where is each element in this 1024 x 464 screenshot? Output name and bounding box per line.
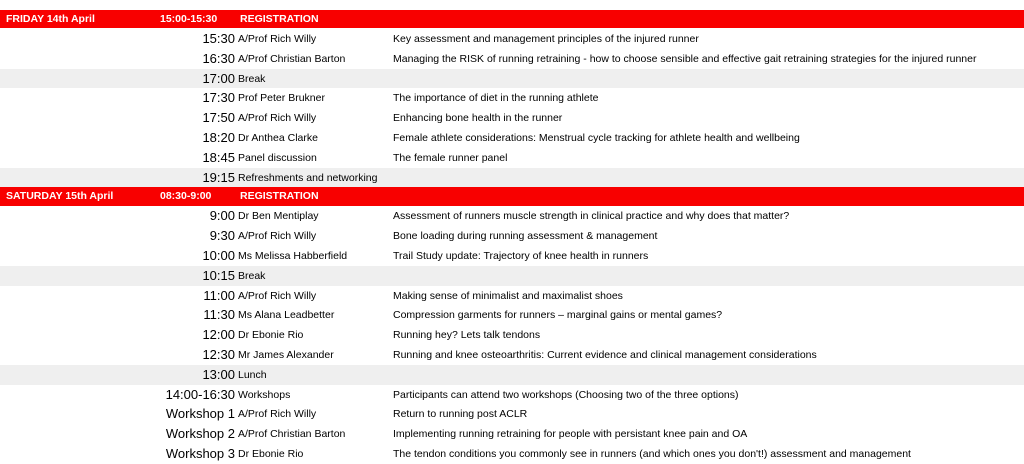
day-label: SATURDAY 15th April bbox=[6, 190, 114, 203]
session-speaker: Dr Ben Mentiplay bbox=[238, 210, 319, 223]
session-speaker: Ms Melissa Habberfield bbox=[238, 249, 348, 262]
session-time: 18:45 bbox=[202, 149, 235, 165]
session-topic: Implementing running retraining for people with persistant knee pain and OA bbox=[393, 428, 748, 441]
session-topic: Key assessment and management principles of the injured runner bbox=[393, 33, 699, 45]
session-topic: Participants can attend two workshops (Choosing two of the three options) bbox=[393, 388, 739, 401]
session-speaker: A/Prof Rich Willy bbox=[238, 33, 317, 45]
schedule-row bbox=[0, 69, 1024, 89]
schedule-row bbox=[0, 148, 1024, 168]
session-topic: Running and knee osteoarthritis: Current evidence and clinical management considerations bbox=[393, 348, 817, 361]
saturday-sessions bbox=[0, 206, 1024, 463]
session-topic: Enhancing bone health in the runner bbox=[393, 112, 563, 125]
schedule-row bbox=[0, 385, 1024, 405]
session-time: 13:00 bbox=[202, 366, 235, 382]
friday-sessions bbox=[0, 29, 1024, 187]
day-header-saturday bbox=[0, 187, 1024, 206]
session-time: Workshop 3 bbox=[165, 445, 235, 461]
session-time: 12:30 bbox=[202, 346, 235, 362]
schedule-row bbox=[0, 168, 1024, 188]
schedule-row bbox=[0, 365, 1024, 385]
session-time: 11:00 bbox=[203, 287, 235, 303]
session-topic: The importance of diet in the running athlete bbox=[393, 92, 599, 105]
session-speaker: Lunch bbox=[238, 368, 267, 381]
session-speaker: A/Prof Rich Willy bbox=[238, 408, 317, 421]
session-speaker: Break bbox=[238, 72, 266, 85]
schedule-row bbox=[0, 345, 1024, 365]
schedule-row bbox=[0, 266, 1024, 286]
schedule-row bbox=[0, 305, 1024, 325]
session-topic: Assessment of runners muscle strength in clinical practice and why does that matter? bbox=[393, 210, 790, 223]
session-time: 12:00 bbox=[202, 327, 235, 343]
registration-time: 15:00-15:30 bbox=[160, 13, 218, 25]
schedule-row bbox=[0, 49, 1024, 69]
session-time: Workshop 1 bbox=[165, 406, 235, 422]
conference-schedule bbox=[0, 10, 1024, 464]
session-time: 10:00 bbox=[202, 247, 235, 263]
session-speaker: A/Prof Rich Willy bbox=[238, 230, 317, 243]
schedule-row bbox=[0, 404, 1024, 424]
session-topic: Compression garments for runners – marginal gains or mental games? bbox=[393, 309, 723, 322]
schedule-row bbox=[0, 128, 1024, 148]
session-speaker: Workshops bbox=[238, 388, 291, 401]
session-time: 10:15 bbox=[202, 267, 235, 283]
session-topic: Running hey? Lets talk tendons bbox=[393, 329, 541, 342]
session-topic: Bone loading during running assessment & management bbox=[393, 230, 658, 243]
schedule-row bbox=[0, 108, 1024, 128]
session-time: 17:30 bbox=[202, 90, 235, 106]
session-time: 17:50 bbox=[202, 110, 235, 126]
day-label: FRIDAY 14th April bbox=[6, 13, 95, 25]
session-speaker: Break bbox=[238, 269, 266, 282]
session-time: 16:30 bbox=[202, 50, 235, 66]
session-time: 9:00 bbox=[209, 208, 235, 224]
registration-label: REGISTRATION bbox=[240, 190, 319, 203]
session-topic: Female athlete considerations: Menstrual cycle tracking for athlete health and wellbeing bbox=[393, 131, 800, 144]
schedule-row bbox=[0, 325, 1024, 345]
session-speaker: A/Prof Christian Barton bbox=[238, 52, 346, 65]
session-speaker: A/Prof Rich Willy bbox=[238, 112, 317, 125]
session-speaker: A/Prof Rich Willy bbox=[238, 289, 317, 302]
session-speaker: Ms Alana Leadbetter bbox=[238, 309, 335, 322]
session-time: 9:30 bbox=[209, 228, 235, 244]
schedule-row bbox=[0, 88, 1024, 108]
session-time: 17:00 bbox=[202, 70, 235, 86]
schedule-row bbox=[0, 206, 1024, 226]
session-time: 19:15 bbox=[202, 169, 235, 185]
session-topic: Managing the RISK of running retraining - how to choose sensible and effective gait retraining strategies for the injured runner bbox=[393, 52, 977, 65]
schedule-row bbox=[0, 226, 1024, 246]
session-time: 15:30 bbox=[202, 31, 235, 46]
session-speaker: Dr Anthea Clarke bbox=[238, 131, 318, 144]
schedule-row bbox=[0, 246, 1024, 266]
schedule-row bbox=[0, 286, 1024, 306]
session-speaker: Dr Ebonie Rio bbox=[238, 447, 304, 460]
session-speaker: Mr James Alexander bbox=[238, 348, 334, 361]
session-time: Workshop 2 bbox=[165, 426, 235, 442]
registration-label: REGISTRATION bbox=[240, 13, 319, 25]
session-time: 11:30 bbox=[203, 307, 235, 323]
session-topic: The tendon conditions you commonly see in runners (and which ones you don't!) assessment and management bbox=[393, 447, 911, 460]
registration-time: 08:30-9:00 bbox=[160, 190, 212, 203]
session-speaker: Dr Ebonie Rio bbox=[238, 329, 304, 342]
session-topic: Trail Study update: Trajectory of knee health in runners bbox=[393, 249, 649, 262]
session-topic: The female runner panel bbox=[393, 151, 508, 164]
schedule-row bbox=[0, 444, 1024, 464]
schedule-row bbox=[0, 29, 1024, 49]
session-time: 18:20 bbox=[202, 129, 235, 145]
session-speaker: Panel discussion bbox=[238, 151, 317, 164]
day-header-friday bbox=[0, 10, 1024, 28]
session-topic: Return to running post ACLR bbox=[393, 408, 528, 421]
session-speaker: Prof Peter Brukner bbox=[238, 92, 325, 105]
session-speaker: A/Prof Christian Barton bbox=[238, 428, 346, 441]
session-time: 14:00-16:30 bbox=[165, 386, 235, 402]
session-speaker: Refreshments and networking bbox=[238, 171, 378, 184]
session-topic: Making sense of minimalist and maximalist shoes bbox=[393, 289, 623, 302]
schedule-row bbox=[0, 424, 1024, 444]
